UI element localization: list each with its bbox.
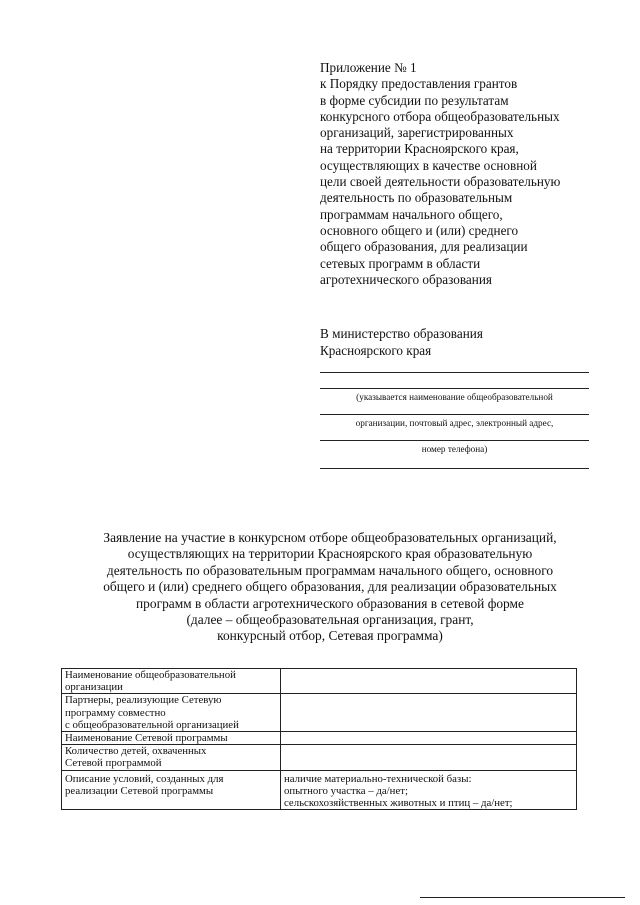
row-label: реализации Сетевой программы (65, 784, 214, 797)
row-value-cell[interactable] (281, 770, 577, 810)
application-title (50, 530, 610, 645)
appendix-block (320, 60, 620, 288)
title-line: конкурсный отбор, Сетевая программа) (217, 628, 443, 644)
row-label-cell (62, 669, 281, 694)
fill-in-caption: организации, почтовый адрес, электронный адрес, (355, 418, 554, 428)
appendix-line: осуществляющих в качестве основной (320, 157, 537, 173)
addressee-block (320, 326, 620, 359)
row-value-cell[interactable] (281, 669, 577, 694)
row-label: организации (65, 681, 123, 694)
application-form-table (61, 668, 577, 810)
appendix-line: конкурсного отбора общеобразовательных (320, 108, 560, 124)
title-line: (далее – общеобразовательная организация, грант, (186, 612, 474, 628)
title-line: деятельность по образовательным программам начального общего, основного (106, 562, 554, 578)
row-label: с общеобразовательной организацией (65, 718, 239, 731)
fill-in-line (320, 414, 589, 415)
row-value: опытного участка – да/нет; (284, 784, 408, 797)
table-row (62, 694, 577, 732)
fill-in-caption: номер телефона) (421, 444, 488, 454)
row-value-cell[interactable] (281, 732, 577, 745)
appendix-line: деятельность по образовательным (320, 190, 513, 206)
row-value-cell[interactable] (281, 694, 577, 732)
page-bottom-line (420, 897, 625, 898)
fill-in-line (320, 388, 589, 389)
applicant-details-block (320, 372, 589, 469)
row-value: наличие материально-технической базы: (284, 772, 472, 785)
title-line: общего и (или) среднего общего образования, для реализации образовательных (103, 579, 557, 595)
appendix-line: сетевых программ в области (320, 255, 481, 271)
row-label-cell (62, 770, 281, 810)
appendix-line: организаций, зарегистрированных (320, 125, 514, 141)
row-value: сельскохозяйственных животных и птиц – да/нет; (284, 797, 513, 810)
row-label: Сетевой программой (65, 757, 162, 770)
title-line: программ в области агротехнического образования в сетевой форме (136, 595, 524, 611)
appendix-line: к Порядку предоставления грантов (320, 76, 518, 92)
row-label: Наименование Сетевой программы (65, 732, 228, 745)
appendix-line: программам начального общего, (320, 206, 503, 222)
fill-in-line (320, 440, 589, 441)
fill-in-caption: (указывается наименование общеобразовательной (356, 392, 553, 402)
row-label: Наименование общеобразовательной (65, 669, 236, 681)
table-row (62, 745, 577, 770)
table-row (62, 770, 577, 810)
appendix-line: в форме субсидии по результатам (320, 92, 509, 108)
addressee-line: Красноярского края (320, 342, 432, 358)
appendix-line: общего образования, для реализации (320, 239, 528, 255)
title-line: Заявление на участие в конкурсном отборе общеобразовательных организаций, (103, 530, 557, 545)
addressee-line: В министерство образования (320, 326, 483, 341)
row-label-cell (62, 694, 281, 732)
row-label-cell (62, 732, 281, 745)
appendix-line: агротехнического образования (320, 271, 492, 287)
appendix-title: Приложение № 1 (320, 60, 417, 75)
row-label: Количество детей, охваченных (65, 745, 207, 758)
fill-in-line (320, 468, 589, 469)
table-row (62, 732, 577, 745)
appendix-line: цели своей деятельности образовательную (320, 174, 561, 190)
appendix-line: основного общего и (или) среднего (320, 222, 519, 238)
row-label-cell (62, 745, 281, 770)
title-line: осуществляющих на территории Красноярского края образовательную (127, 546, 533, 562)
row-label: Партнеры, реализующие Сетевую (65, 694, 222, 707)
row-label: Описание условий, созданных для (65, 772, 224, 785)
row-value-cell[interactable] (281, 745, 577, 770)
table-row (62, 669, 577, 694)
appendix-line: на территории Красноярского края, (320, 141, 519, 157)
fill-in-line (320, 372, 589, 373)
row-label: программу совместно (65, 706, 166, 719)
